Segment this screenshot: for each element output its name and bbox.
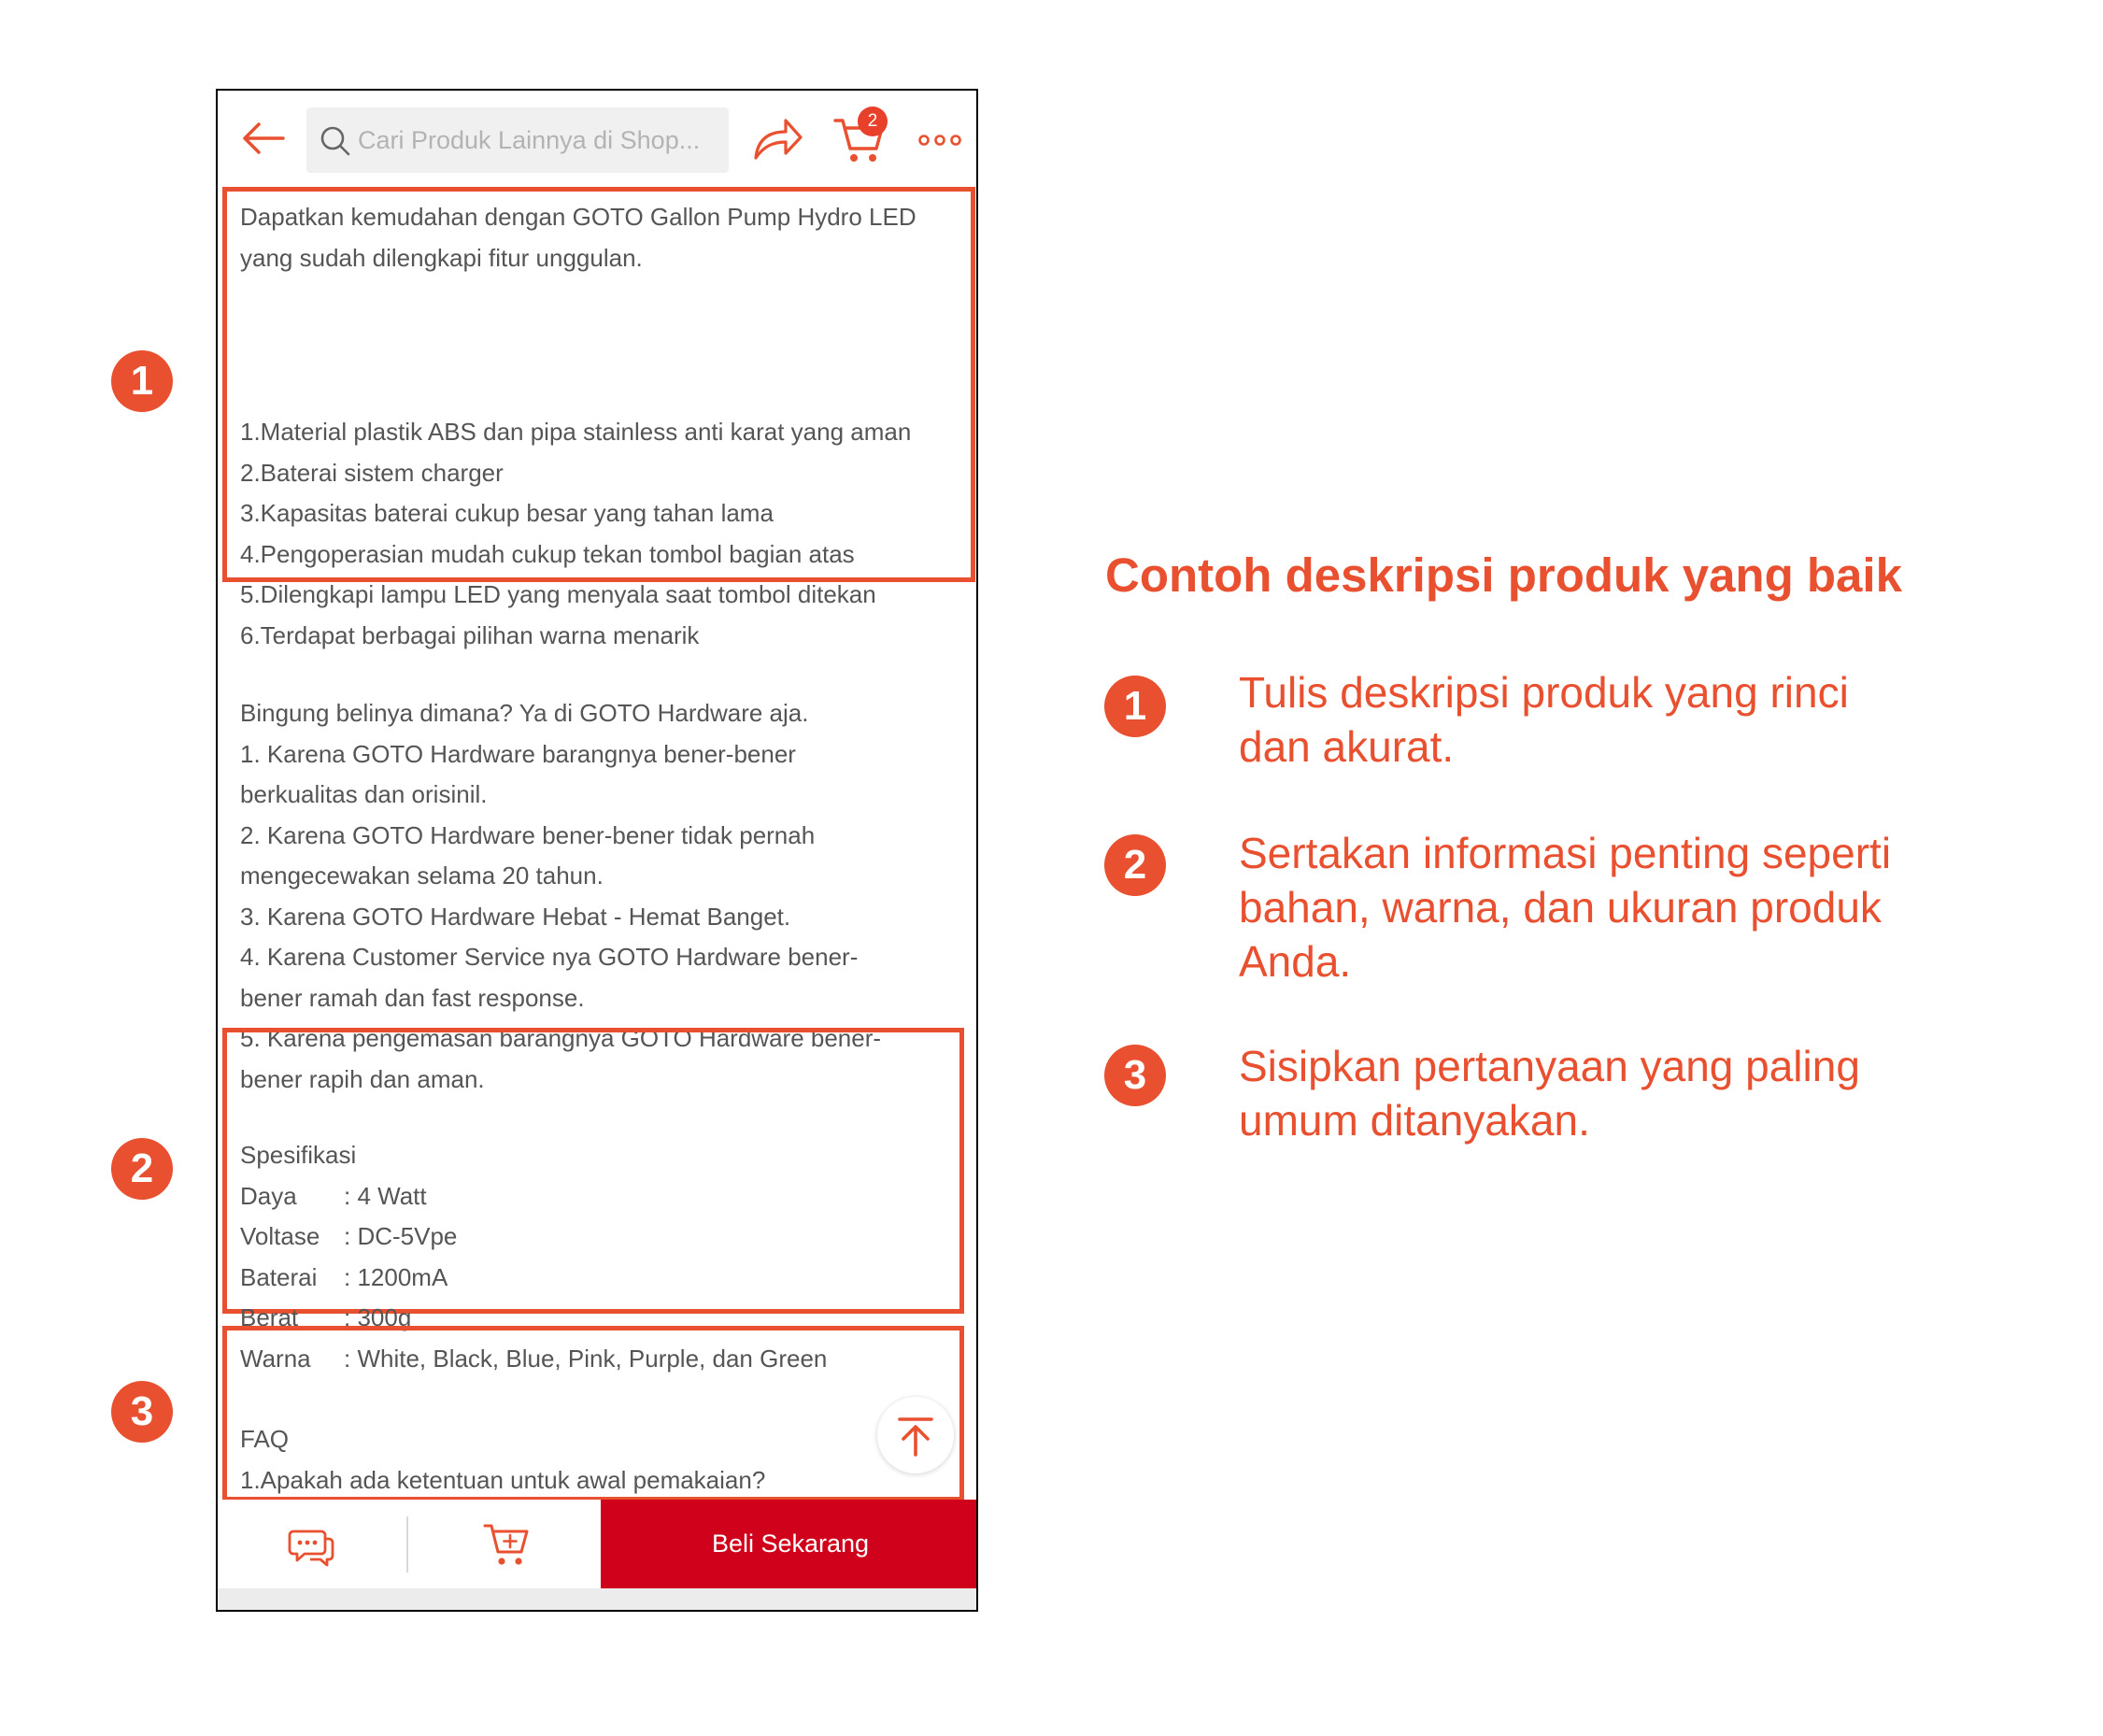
arrow-up-icon bbox=[877, 1397, 954, 1473]
text-line: 3. Karena GOTO Hardware Hebat - Hemat Banget. bbox=[240, 902, 791, 931]
text-line: yang sudah dilengkapi fitur unggulan. bbox=[240, 243, 643, 272]
list-item: 5.Dilengkapi lampu LED yang menyala saat tombol ditekan bbox=[240, 580, 876, 608]
spec-row bbox=[240, 1258, 827, 1299]
spec-value: : 4 Watt bbox=[344, 1181, 427, 1210]
tip-line: umum ditanyakan. bbox=[1239, 1096, 1590, 1145]
faq-question: 1.Apakah ada ketentuan untuk awal pemakaian? bbox=[240, 1465, 766, 1494]
text-line: bener rapih dan aman. bbox=[240, 1064, 485, 1093]
text-line: mengecewakan selama 20 tahun. bbox=[240, 861, 604, 889]
text-line: berkualitas dan orisinil. bbox=[240, 780, 488, 808]
search-input[interactable] bbox=[306, 107, 729, 173]
bottom-strip bbox=[218, 1588, 976, 1612]
text-line: 1. Karena GOTO Hardware barangnya bener-bener bbox=[240, 739, 796, 768]
spec-label: Berat bbox=[240, 1303, 299, 1331]
spec-title: Spesifikasi bbox=[240, 1141, 357, 1169]
tip-3-text bbox=[1239, 1039, 1860, 1147]
text-line: 2. Karena GOTO Hardware bener-bener tidak pernah bbox=[240, 820, 816, 849]
text-line: Dapatkan kemudahan dengan GOTO Gallon Pump Hydro LED bbox=[240, 203, 917, 231]
faq-title: FAQ bbox=[240, 1425, 290, 1453]
spec-value: : 1200mA bbox=[344, 1262, 448, 1291]
feature-list bbox=[240, 412, 911, 656]
spec-value: : 300g bbox=[344, 1303, 412, 1331]
spec-label: Warna bbox=[240, 1344, 311, 1373]
tip-1-badge: 1 bbox=[1104, 676, 1166, 737]
list-item: 2.Baterai sistem charger bbox=[240, 458, 504, 487]
spec-label: Voltase bbox=[240, 1222, 320, 1250]
callout-3-badge: 3 bbox=[111, 1381, 173, 1443]
chat-icon[interactable] bbox=[288, 1522, 334, 1569]
back-arrow-icon[interactable] bbox=[238, 113, 289, 164]
text-line: bener ramah dan fast response. bbox=[240, 983, 585, 1012]
tip-line: dan akurat. bbox=[1239, 722, 1455, 771]
tip-line: Tulis deskripsi produk yang rinci bbox=[1239, 668, 1849, 717]
spec-label: Daya bbox=[240, 1181, 297, 1210]
cart-count-badge: 2 bbox=[858, 107, 888, 136]
tip-line: Sisipkan pertanyaan yang paling bbox=[1239, 1042, 1860, 1090]
tip-2-badge: 2 bbox=[1104, 834, 1166, 896]
spec-row bbox=[240, 1176, 827, 1217]
tip-line: Sertakan informasi penting seperti bbox=[1239, 829, 1892, 877]
list-item: 4.Pengoperasian mudah cukup tekan tombol bagian atas bbox=[240, 539, 855, 568]
callout-1-badge: 1 bbox=[111, 350, 173, 412]
tip-3-badge: 3 bbox=[1104, 1045, 1166, 1106]
spec-value: : DC-5Vpe bbox=[344, 1222, 458, 1250]
product-intro bbox=[240, 197, 917, 278]
divider bbox=[406, 1516, 408, 1572]
more-options-icon[interactable] bbox=[917, 126, 963, 154]
tip-line: Anda. bbox=[1239, 937, 1352, 986]
bottom-action-bar bbox=[218, 1500, 976, 1588]
spec-value: : White, Black, Blue, Pink, Purple, dan Green bbox=[344, 1344, 828, 1373]
add-to-cart-icon[interactable] bbox=[482, 1518, 533, 1569]
tip-1-text bbox=[1239, 665, 1849, 774]
share-icon[interactable] bbox=[748, 109, 806, 167]
scroll-to-top-button[interactable] bbox=[877, 1397, 954, 1473]
text-line: Bingung belinya dimana? Ya di GOTO Hardware aja. bbox=[240, 699, 809, 727]
list-item: 6.Terdapat berbagai pilihan warna menarik bbox=[240, 620, 700, 649]
tip-2-text bbox=[1239, 826, 1891, 989]
spec-row bbox=[240, 1217, 827, 1258]
text-line: 4. Karena Customer Service nya GOTO Hardware bener- bbox=[240, 943, 859, 971]
callout-2-badge: 2 bbox=[111, 1138, 173, 1200]
top-navigation-bar bbox=[218, 91, 976, 184]
search-icon bbox=[320, 125, 351, 157]
search-placeholder: Cari Produk Lainnya di Shop... bbox=[358, 126, 701, 154]
list-item: 1.Material plastik ABS dan pipa stainless anti karat yang aman bbox=[240, 418, 912, 446]
phone-screen bbox=[216, 89, 978, 1612]
buy-now-button[interactable]: Beli Sekarang bbox=[601, 1500, 978, 1588]
tip-line: bahan, warna, dan ukuran produk bbox=[1239, 883, 1882, 932]
panel-title: Contoh deskripsi produk yang baik bbox=[1105, 548, 1902, 602]
list-item: 3.Kapasitas baterai cukup besar yang tahan lama bbox=[240, 499, 774, 527]
spec-label: Baterai bbox=[240, 1262, 318, 1291]
text-line: 5. Karena pengemasan barangnya GOTO Hardware bener- bbox=[240, 1024, 882, 1052]
